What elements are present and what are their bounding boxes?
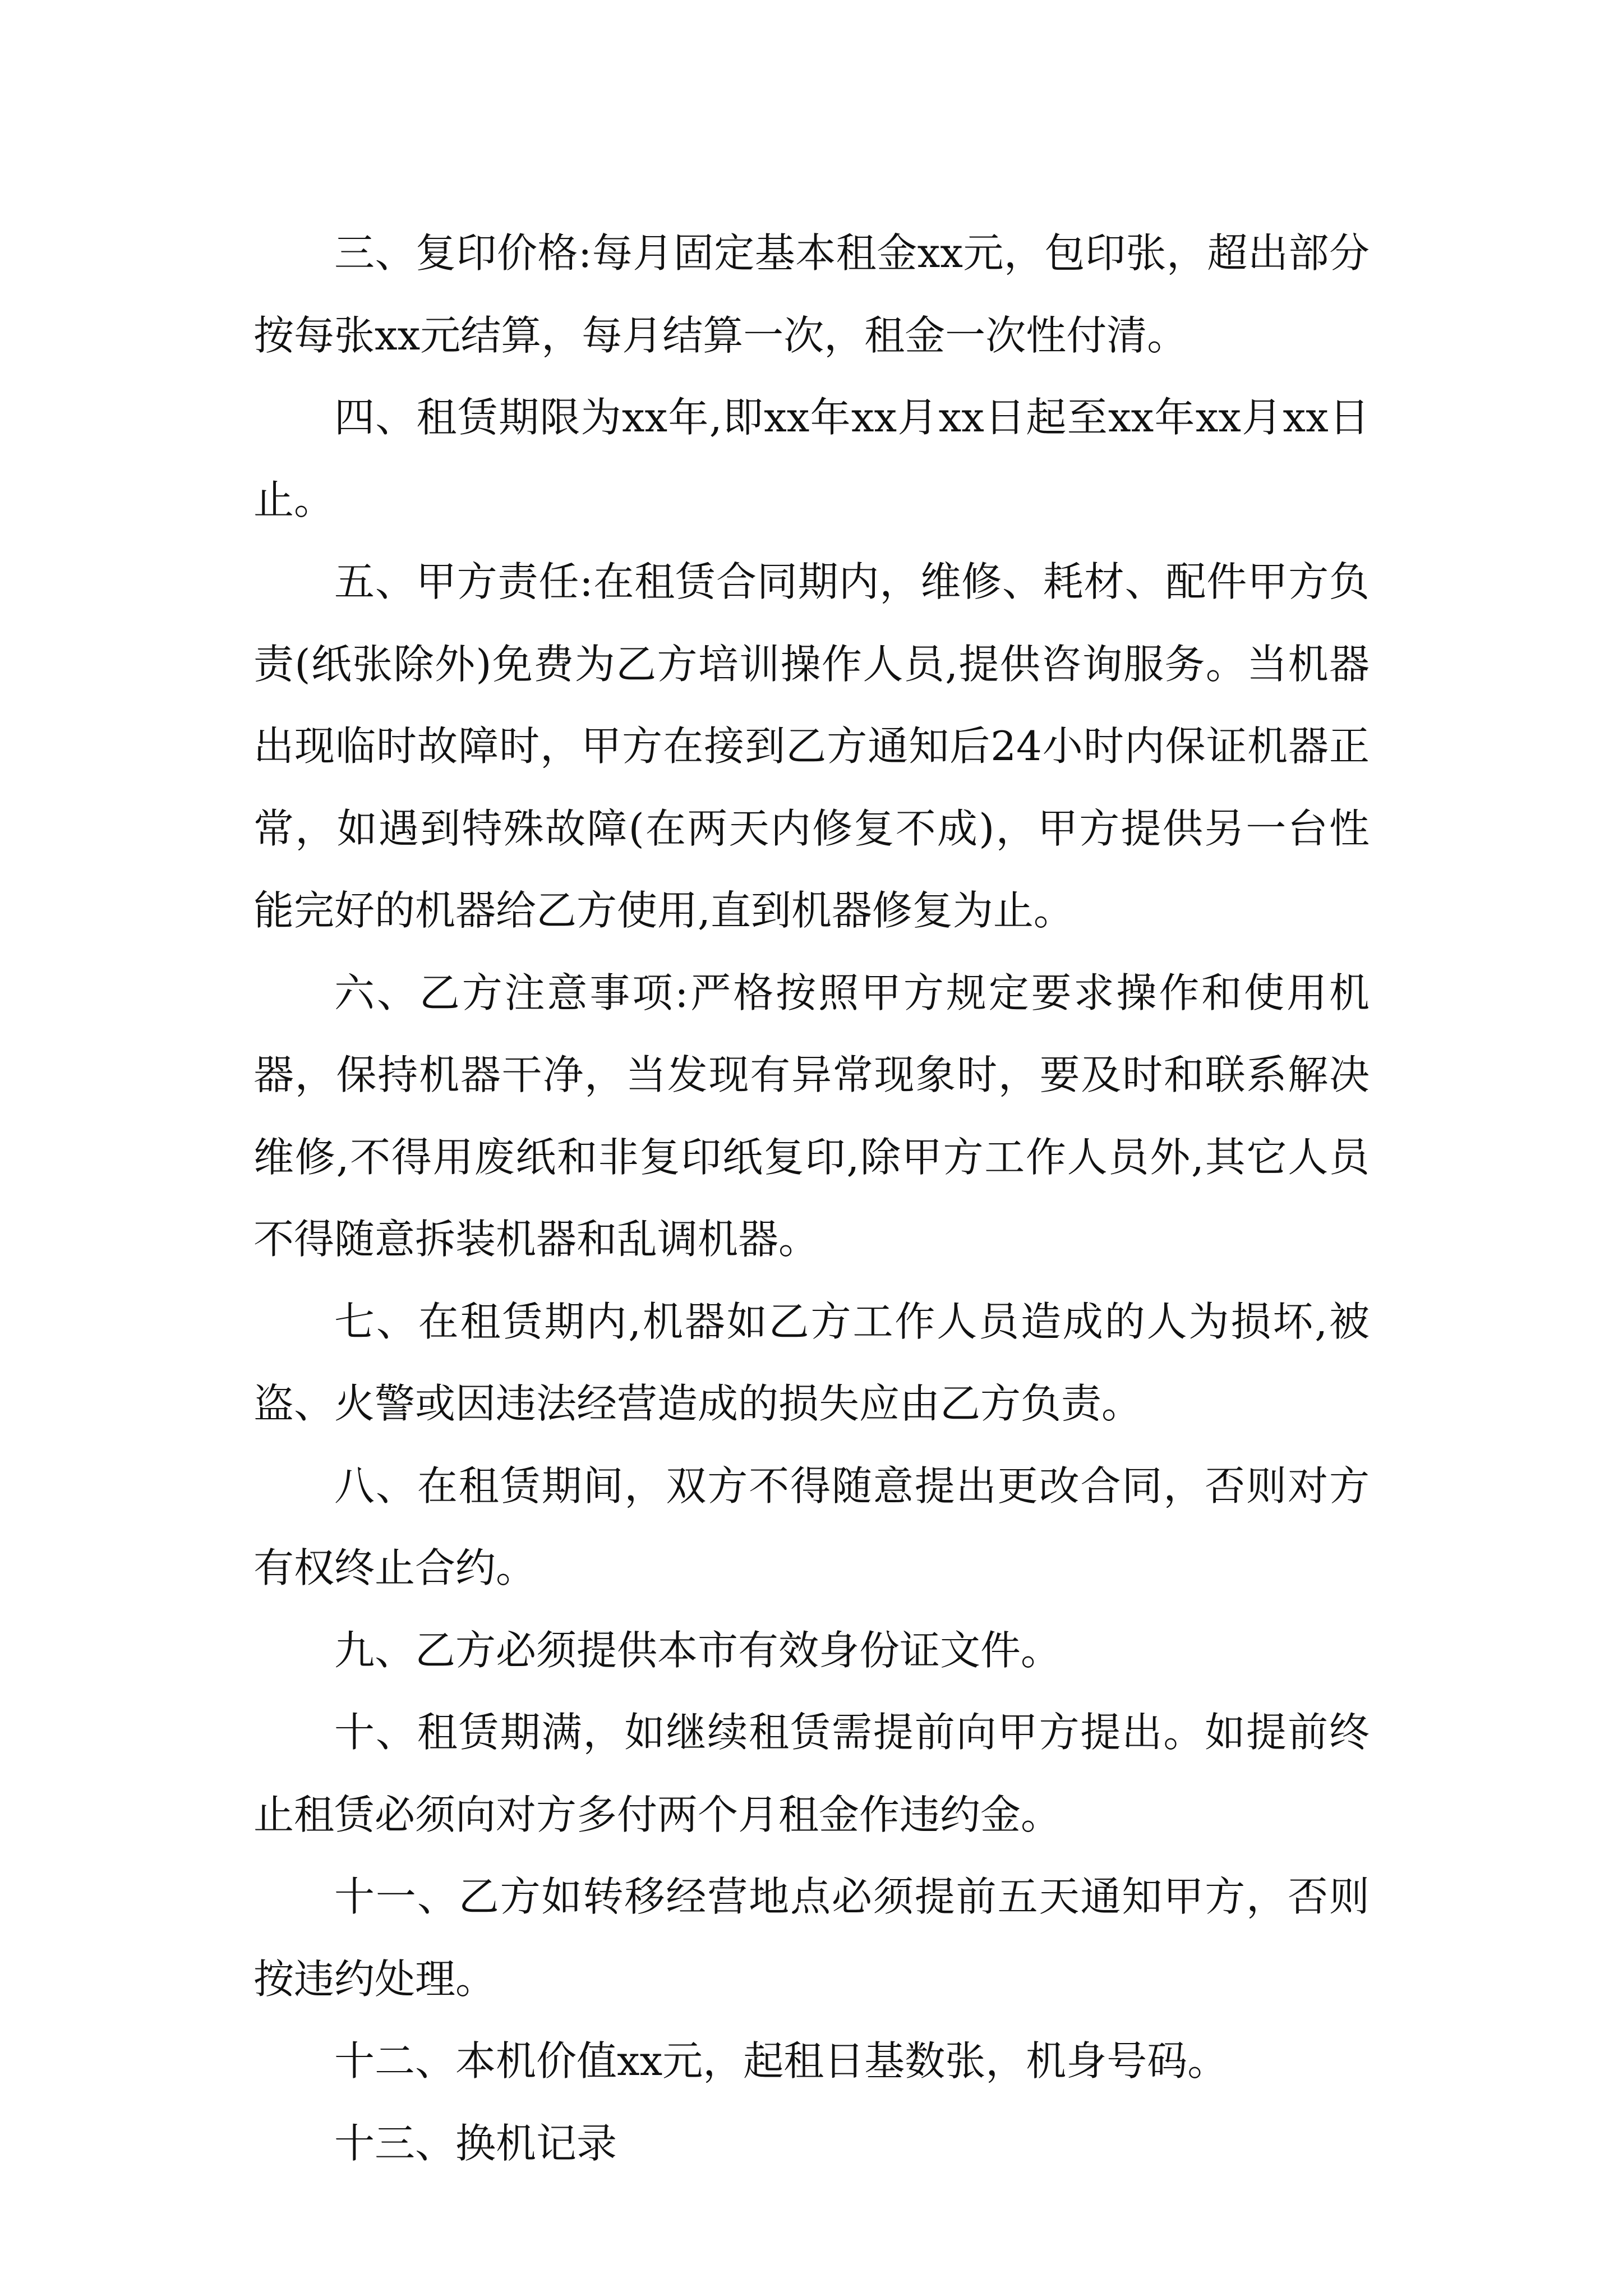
clause-party-a-duties: 五、甲方责任:在租赁合同期内，维修、耗材、配件甲方负责(纸张除外)免费为乙方培训操作人员,提供咨询服务。当机器出现临时故障时，甲方在接到乙方通知后24小时内保证机器正常，如遇到特殊故障(在两天内修复不成)，甲方提供另一台性能完好的机器给乙方使用,直到机器修复为止。 bbox=[253, 558, 1370, 934]
contract-body bbox=[253, 212, 1370, 2184]
clause-renewal: 十、租赁期满，如继续租赁需提前向甲方提出。如提前终止租赁必须向对方多付两个月租金作违约金。 bbox=[253, 1709, 1370, 1838]
clause-damage-liability: 七、在租赁期内,机器如乙方工作人员造成的人为损坏,被盗、火警或因违法经营造成的损失应由乙方负责。 bbox=[253, 1297, 1370, 1427]
clause-no-change: 八、在租赁期间，双方不得随意提出更改合同，否则对方有权终止合约。 bbox=[253, 1462, 1370, 1591]
clause-party-b-notes: 六、乙方注意事项:严格按照甲方规定要求操作和使用机器，保持机器干净，当发现有异常现象时，要及时和联系解决维修,不得用废纸和非复印纸复印,除甲方工作人员外,其它人员不得随意拆装机器和乱调机器。 bbox=[253, 969, 1370, 1263]
clause-replacement-record: 十三、换机记录 bbox=[334, 2119, 617, 2167]
clause-machine-value: 十二、本机价值xx元，起租日基数张，机身号码。 bbox=[334, 2037, 1228, 2085]
clause-relocation: 十一、乙方如转移经营地点必须提前五天通知甲方，否则按违约处理。 bbox=[253, 1873, 1370, 2003]
clause-id-document: 九、乙方必须提供本市有效身份证文件。 bbox=[334, 1626, 1062, 1674]
clause-lease-term: 四、租赁期限为xx年,即xx年xx月xx日起至xx年xx月xx日止。 bbox=[253, 394, 1370, 523]
clause-copy-price: 三、复印价格:每月固定基本租金xx元，包印张，超出部分按每张xx元结算，每月结算一次，租金一次性付清。 bbox=[253, 229, 1370, 359]
